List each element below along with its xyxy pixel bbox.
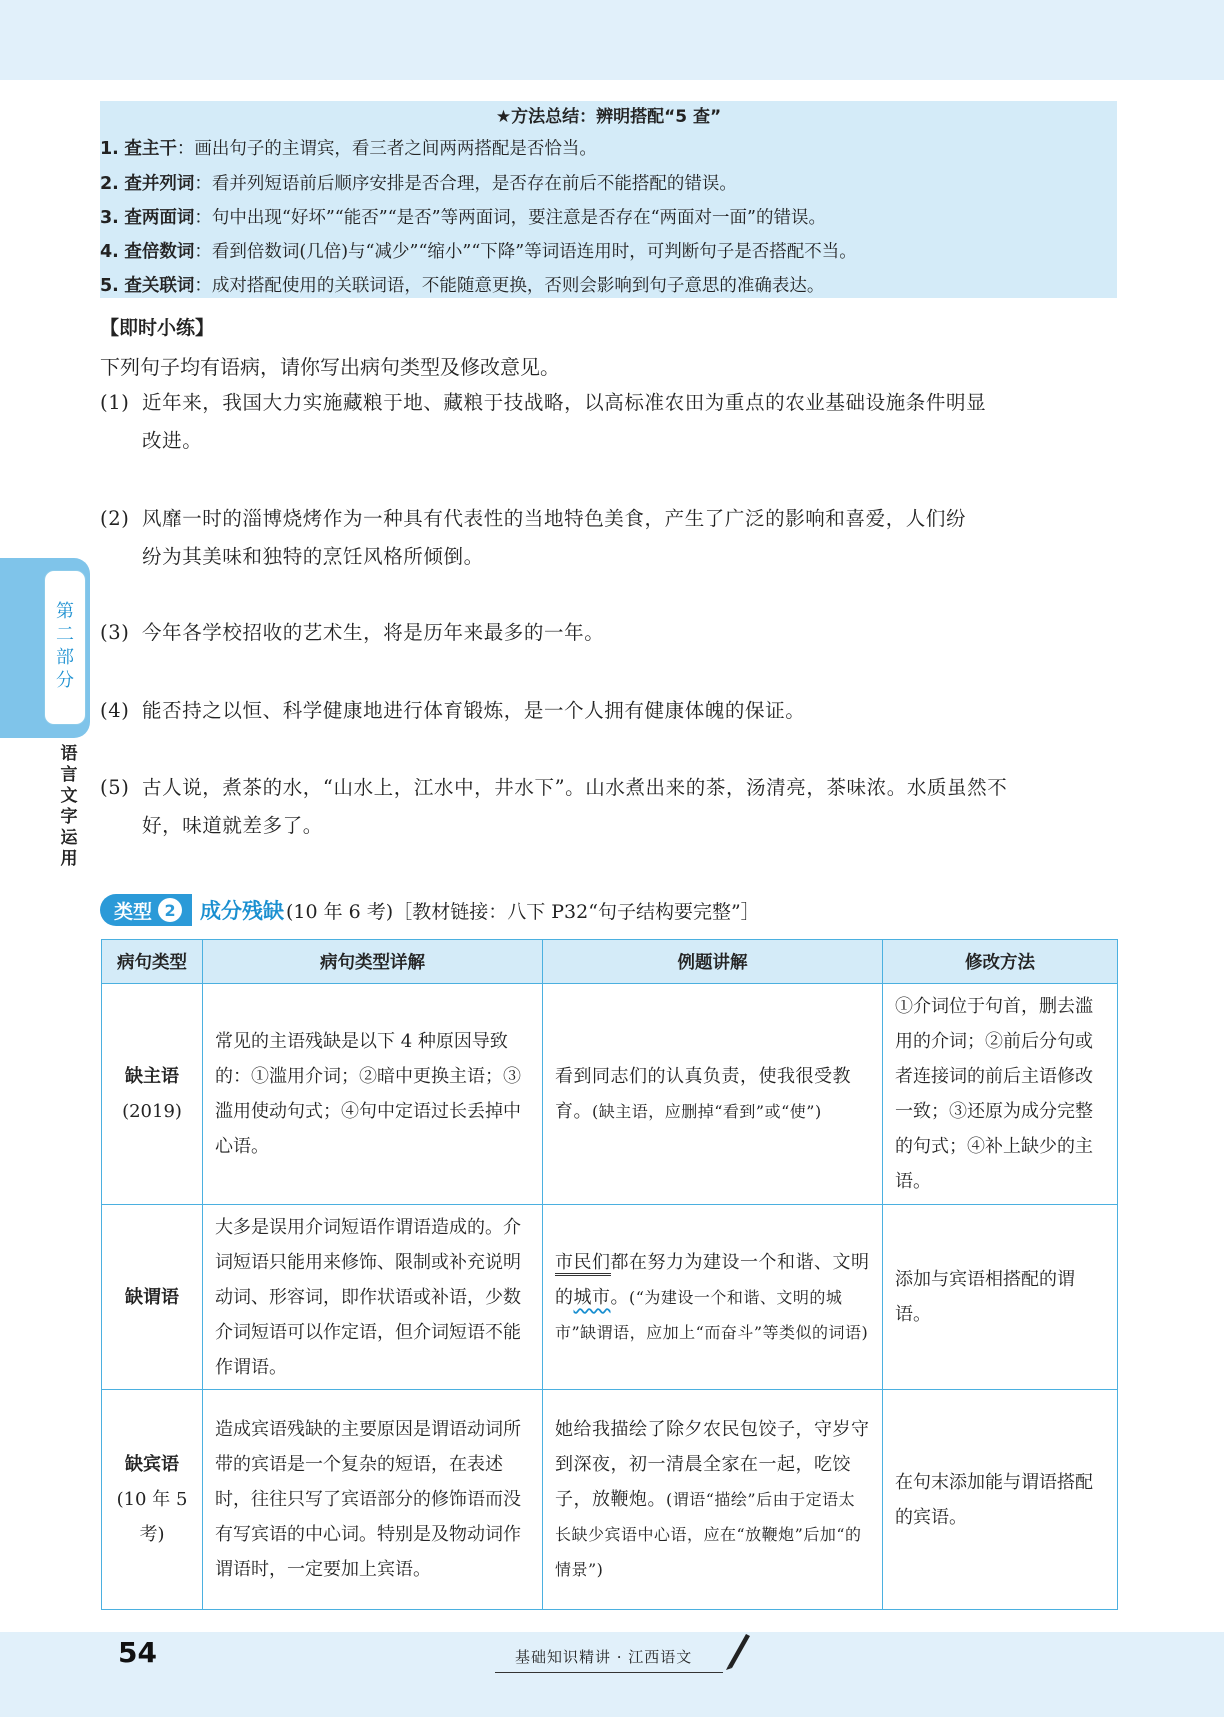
row-type-sub: (10 年 5 考) [116, 1489, 188, 1545]
table-header: 病句类型 [102, 940, 203, 984]
row-detail: 常见的主语残缺是以下 4 种原因导致的：①滥用介词；②暗中更换主语；③滥用使动句式；④句中定语过长丢掉中心语。 [203, 984, 543, 1205]
type-name: 成分残缺 [200, 899, 285, 923]
question-text-cont: 纷为其美味和独特的烹饪风格所倾倒。 [142, 545, 484, 568]
question [100, 384, 1120, 460]
method-item-text: ：看并列短语前后顺序安排是否合理，是否存在前后不能搭配的错误。 [194, 174, 737, 194]
table-row [102, 1205, 1118, 1390]
side-tab-part: 第二部分 [56, 601, 74, 691]
question-text: 古人说，煮茶的水，“山水上，江水中，井水下”。山水煮出来的茶，汤清亮，茶味浓。水质虽然不 [142, 776, 1008, 799]
question [100, 500, 1120, 576]
type-meta: (10 年 6 考)［教材链接：八下 P32“句子结构要完整”］ [286, 900, 760, 923]
question-text-cont: 改进。 [142, 429, 203, 452]
method-item-text: ：成对搭配使用的关联词语，不能随意更换，否则会影响到句子意思的准确表达。 [194, 276, 825, 296]
method-item-key: 查两面词 [124, 208, 195, 228]
row-example [543, 984, 883, 1205]
error-type-table [101, 939, 1118, 1610]
question [100, 692, 1120, 730]
method-item-num: 1. [100, 139, 119, 159]
method-item [100, 135, 597, 160]
example-note: (谓语“描绘”后由于定语太长缺少宾语中心语，应在“放鞭炮”后加“的情景”) [555, 1490, 862, 1579]
example-note: (“为建设一个和谐、文明的城市”缺谓语，应加上“而奋斗”等类似的词语) [555, 1287, 869, 1342]
question-text: 能否持之以恒、科学健康地进行体育锻炼，是一个人拥有健康体魄的保证。 [142, 699, 806, 722]
example-sentence: 她给我描绘了除夕农民包饺子，守岁守到深夜，初一清晨全家在一起，吃饺子，放鞭炮。 [555, 1419, 870, 1510]
row-type-name: 缺主语 [125, 1066, 179, 1087]
footer-underline [495, 1672, 723, 1673]
question [100, 614, 1120, 652]
question-number: (5) [100, 776, 130, 799]
pen-icon [724, 1630, 754, 1670]
question-text: 近年来，我国大力实施藏粮于地、藏粮于技战略，以高标准农田为重点的农业基础设施条件明显 [142, 391, 987, 414]
example-object: 城市 [573, 1286, 611, 1308]
question-number: (4) [100, 699, 130, 722]
method-item [100, 272, 824, 297]
method-item-text: ：看到倍数词(几倍)与“减少”“缩小”“下降”等词语连用时，可判断句子是否搭配不当。 [194, 242, 857, 262]
method-item [100, 204, 826, 229]
table-header: 病句类型详解 [203, 940, 543, 984]
type-badge [100, 894, 192, 926]
side-section-title: 语言文字运用 [60, 744, 78, 869]
method-item [100, 238, 857, 263]
row-fix: 在句末添加能与谓语搭配的宾语。 [883, 1390, 1118, 1610]
row-detail: 大多是误用介词短语作谓语造成的。介词短语只能用来修饰、限制或补充说明动词、形容词，即作状语或补语，少数介词短语可以作定语，但介词短语不能作谓语。 [203, 1205, 543, 1390]
example-sentence: 看到同志们的认真负责，使我很受教育。 [555, 1066, 851, 1122]
row-type [102, 1390, 203, 1610]
table-header-row [102, 940, 1118, 984]
method-item [100, 170, 737, 195]
row-fix: ①介词位于句首，删去滥用的介词；②前后分句或者连接词的前后主语修改一致；③还原为成分完整的句式；④补上缺少的主语。 [883, 984, 1118, 1205]
method-item-num: 3. [100, 208, 119, 228]
method-item-text: ：画出句子的主谓宾，看三者之间两两搭配是否恰当。 [176, 139, 597, 159]
top-band [0, 0, 1224, 80]
question [100, 769, 1120, 845]
question-number: (1) [100, 391, 130, 414]
method-summary-box [100, 101, 1117, 298]
row-type-name: 缺宾语 [125, 1454, 179, 1475]
row-example [543, 1390, 883, 1610]
method-item-num: 4. [100, 242, 119, 262]
example-period: 。 [610, 1286, 629, 1308]
question-number: (3) [100, 621, 130, 644]
method-summary-title: ★方法总结：辨明搭配“5 查” [495, 107, 722, 127]
row-example [543, 1205, 883, 1390]
row-fix: 添加与宾语相搭配的谓语。 [883, 1205, 1118, 1390]
practice-instruction: 下列句子均有语病，请你写出病句类型及修改意见。 [100, 355, 560, 379]
practice-title: 【即时小练】 [100, 317, 215, 339]
question-text: 风靡一时的淄博烧烤作为一种具有代表性的当地特色美食，产生了广泛的影响和喜爱，人们纷 [142, 507, 967, 530]
row-type-name: 缺谓语 [125, 1286, 179, 1308]
question-text: 今年各学校招收的艺术生，将是历年来最多的一年。 [142, 621, 605, 644]
method-item-key: 查倍数词 [124, 242, 195, 262]
example-subject: 市民们 [555, 1252, 611, 1276]
method-item-text: ：句中出现“好坏”“能否”“是否”等两面词，要注意是否存在“两面对一面”的错误。 [194, 208, 826, 228]
row-type-sub: (2019) [122, 1101, 182, 1122]
row-type [102, 984, 203, 1205]
method-item-key: 查关联词 [124, 276, 195, 296]
type-badge-label: 类型 [114, 900, 153, 923]
bottom-band [0, 1632, 1224, 1717]
type-header [100, 893, 760, 927]
footer-book-title: 基础知识精讲 · 江西语文 [515, 1648, 693, 1666]
table-header: 例题讲解 [543, 940, 883, 984]
question-number: (2) [100, 507, 130, 530]
method-item-key: 查并列词 [124, 174, 195, 194]
question-text-cont: 好，味道就差多了。 [142, 814, 323, 837]
method-item-num: 2. [100, 174, 119, 194]
type-number-circle: 2 [158, 898, 182, 922]
page-number: 54 [118, 1636, 157, 1669]
row-detail: 造成宾语残缺的主要原因是谓语动词所带的宾语是一个复杂的短语，在表述时，往往只写了宾语部分的修饰语而没有写宾语的中心词。特别是及物动词作谓语时，一定要加上宾语。 [203, 1390, 543, 1610]
example-middle: 都在努力为建设一个和谐、文明的 [555, 1251, 870, 1308]
example-note: (缺主语，应删掉“看到”或“使”) [592, 1102, 822, 1121]
method-item-key: 查主干 [124, 139, 177, 159]
method-item-num: 5. [100, 276, 119, 296]
table-row [102, 1390, 1118, 1610]
row-type [102, 1205, 203, 1390]
table-row [102, 984, 1118, 1205]
table-header: 修改方法 [883, 940, 1118, 984]
